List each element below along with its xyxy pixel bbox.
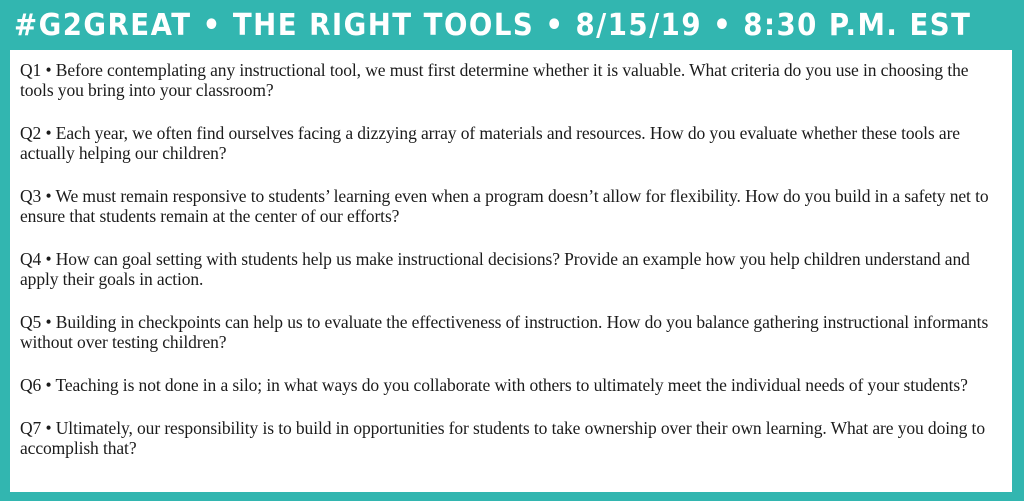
question-4: Q4 • How can goal setting with students help us make instructional decisions? Provide an example how you help children understand and apply their goals in action. [20, 249, 970, 289]
question-5: Q5 • Building in checkpoints can help us to evaluate the effectiveness of instruction. How do you balance gathering instructional informants without over testing children? [20, 312, 989, 352]
question-6: Q6 • Teaching is not done in a silo; in what ways do you collaborate with others to ultimately meet the individual needs of your students? [20, 375, 968, 395]
questions-panel [10, 50, 1012, 492]
question-3: Q3 • We must remain responsive to students’ learning even when a program doesn’t allow for flexibility. How do you build in a safety net to ensure that students remain at the center of our efforts? [20, 186, 989, 226]
question-1: Q1 • Before contemplating any instructional tool, we must first determine whether it is valuable. What criteria do you use in choosing the tools you bring into your classroom? [20, 60, 969, 100]
header-title: #G2GREAT • THE RIGHT TOOLS • 8/15/19 • 8:30 P.M. EST [14, 7, 972, 43]
header-banner [10, 0, 1014, 50]
question-7: Q7 • Ultimately, our responsibility is to build in opportunities for students to take ownership over their own learning. What are you doing to accomplish that? [20, 418, 985, 458]
question-2: Q2 • Each year, we often find ourselves facing a dizzying array of materials and resources. How do you evaluate whether these tools are actually helping our children? [20, 123, 960, 163]
